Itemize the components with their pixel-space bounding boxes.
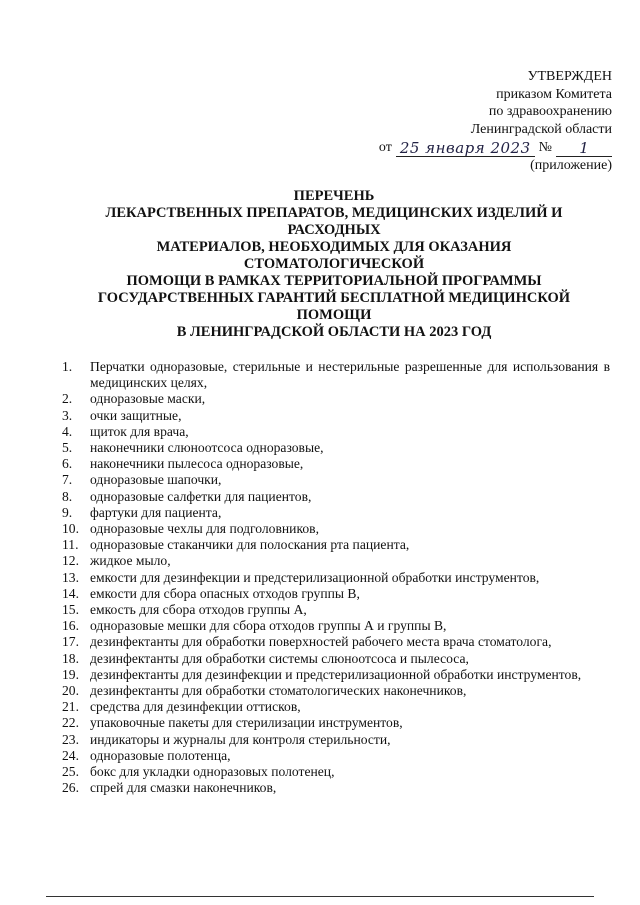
list-item-number: 12. [62,553,79,569]
list-item [62,586,610,602]
list-item-number: 5. [62,440,73,456]
list-item-text: одноразовые салфетки для пациентов, [90,488,312,504]
approval-line-region: Ленинградской области [470,121,612,137]
list-item-number: 15. [62,602,79,618]
list-item-text: одноразовые стаканчики для полоскания рта пациента, [90,537,410,553]
approval-title: УТВЕРЖДЕН [527,69,612,84]
list-item-number: 25. [62,764,79,780]
list-item-text: упаковочные пакеты для стерилизации инструментов, [90,715,403,731]
list-item [62,715,610,731]
list-item [62,602,610,618]
list-item [62,748,610,764]
list-item-text: щиток для врача, [90,423,189,439]
heading-line: ПЕРЕЧЕНЬ [293,188,375,204]
list-item-text: бокс для укладки одноразовых полотенец, [90,764,335,780]
list-item-number: 1. [62,359,73,374]
handwritten-date: 25 января 2023 [396,140,535,157]
list-item-number: 2. [62,391,73,407]
date-prefix: от [378,140,392,155]
list-item [62,359,610,391]
list-item [62,651,610,667]
heading-line: СТОМАТОЛОГИЧЕСКОЙ [243,256,425,272]
list-item [62,456,610,472]
number-label: № [538,140,552,155]
document-heading [60,188,608,341]
list-item-number: 22. [62,715,79,731]
list-item-text: одноразовые маски, [90,391,206,407]
list-item-text: дезинфектанты для обработки стоматологических наконечников, [90,683,467,699]
list-item [62,424,610,440]
list-item-number: 11. [62,537,79,553]
heading-line: ЛЕКАРСТВЕННЫХ ПРЕПАРАТОВ, МЕДИЦИНСКИХ ИЗДЕЛИЙ И [105,205,563,221]
list-item [62,521,610,537]
list-item-text: дезинфектанты для обработки поверхностей рабочего места врача стоматолога, [90,634,552,650]
list-item-number: 16. [62,618,79,634]
list-item [62,618,610,634]
items-list [62,359,610,796]
list-item-number: 14. [62,585,79,601]
list-item-text: индикаторы и журналы для контроля стерильности, [90,731,391,747]
appendix-label: (приложение) [530,157,612,173]
list-item-text: фартуки для пациента, [90,504,222,520]
list-item-text: наконечники слюноотсоса одноразовые, [90,440,324,456]
heading-line: ГОСУДАРСТВЕННЫХ ГАРАНТИЙ БЕСПЛАТНОЙ МЕДИЦИНСКОЙ [97,290,571,306]
list-item-text: емкости для дезинфекции и предстерилизационной обработки инструментов, [90,569,540,585]
approval-line-order: приказом Комитета [496,86,612,102]
list-item-number: 21. [62,699,79,715]
list-item-text: спрей для смазки наконечников, [90,780,277,796]
list-item-text: наконечники пылесоса одноразовые, [90,456,304,472]
handwritten-number: 1 [556,140,612,157]
list-item [62,683,610,699]
list-item-text: Перчатки одноразовые, стерильные и нестерильные разрешенные для использования в медицинских целях, [90,359,610,391]
list-item-text: одноразовые чехлы для подголовников, [90,521,319,537]
list-item-number: 20. [62,683,79,699]
list-item [62,537,610,553]
list-item-number: 23. [62,731,79,747]
list-item-text: одноразовые мешки для сбора отходов группы А и группы В, [90,618,447,634]
list-item [62,780,610,796]
list-item-number: 6. [62,456,73,472]
list-item [62,440,610,456]
approval-date-row [379,139,612,157]
list-item [62,570,610,586]
list-item-number: 9. [62,504,73,520]
list-item-number: 3. [62,407,73,423]
list-item-number: 7. [62,472,73,488]
list-item [62,764,610,780]
list-item-text: жидкое мыло, [90,553,171,569]
list-item [62,732,610,748]
list-item-text: одноразовые полотенца, [90,747,231,763]
list-item-number: 17. [62,634,79,650]
list-item [62,699,610,715]
approval-block [379,68,612,174]
list-item-number: 26. [62,780,79,796]
heading-line: РАСХОДНЫХ [287,222,381,238]
list-item-number: 18. [62,650,79,666]
list-item-text: одноразовые шапочки, [90,472,222,488]
list-item [62,634,610,650]
list-item-text: очки защитные, [90,407,182,423]
list-item-text: дезинфектанты для дезинфекции и предстерилизационной обработки инструментов, [90,666,582,682]
list-item-number: 4. [62,423,73,439]
list-item [62,553,610,569]
list-item [62,408,610,424]
heading-line: ПОМОЩИ [296,307,372,323]
heading-line: ПОМОЩИ В РАМКАХ ТЕРРИТОРИАЛЬНОЙ ПРОГРАММЫ [126,273,542,289]
list-item-text: дезинфектанты для обработки системы слюноотсоса и пылесоса, [90,650,469,666]
footer-divider [46,896,594,897]
list-item [62,489,610,505]
list-item [62,391,610,407]
approval-line-health: по здравоохранению [488,104,612,119]
list-item-text: емкости для сбора опасных отходов группы В, [90,585,360,601]
list-item-text: емкость для сбора отходов группы А, [90,602,307,618]
heading-line: В ЛЕНИНГРАДСКОЙ ОБЛАСТИ НА 2023 ГОД [176,324,492,340]
list-item-number: 10. [62,521,79,537]
list-item [62,667,610,683]
list-item-number: 19. [62,666,79,682]
heading-line: МАТЕРИАЛОВ, НЕОБХОДИМЫХ ДЛЯ ОКАЗАНИЯ [156,239,512,255]
list-item-number: 13. [62,569,79,585]
list-item-text: средства для дезинфекции оттисков, [90,699,301,715]
list-item-number: 24. [62,747,79,763]
list-item [62,472,610,488]
list-item-number: 8. [62,488,73,504]
list-item [62,505,610,521]
